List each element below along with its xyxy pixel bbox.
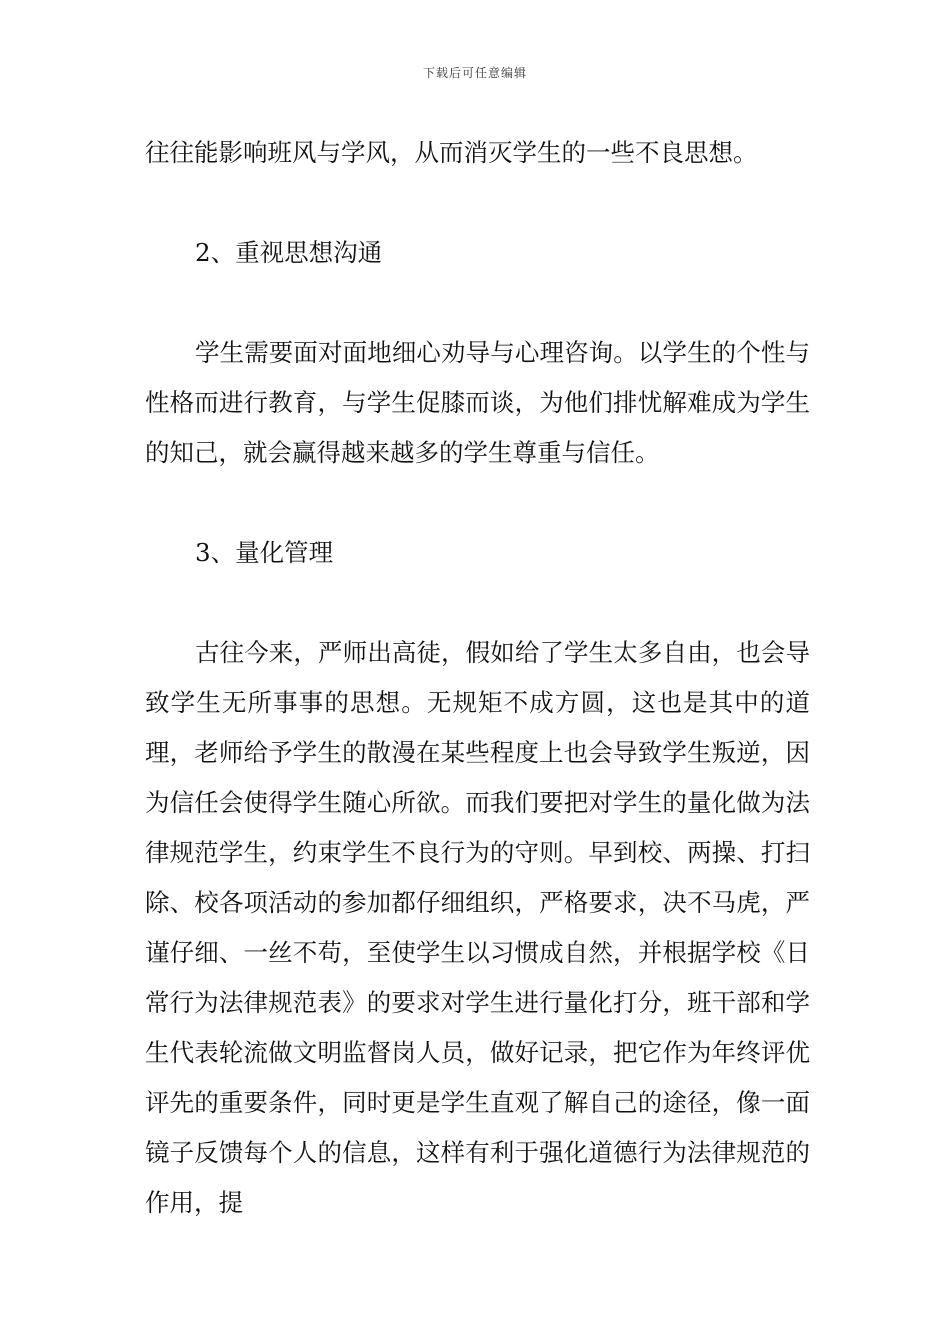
section-heading-2: 2、重视思想沟通 (195, 238, 383, 267)
section-heading-3: 3、量化管理 (195, 538, 334, 567)
page-header: 下载后可任意编辑 (422, 66, 527, 80)
paragraph-communication: 学生需要面对面地细心劝导与心理咨询。以学生的个性与性格而进行教育，与学生促膝而谈，为他们排忧解难成为学生的知己，就会赢得越来越多的学生尊重与信任。 (145, 338, 810, 467)
document-body (145, 128, 810, 1228)
paragraph-continuation: 往往能影响班风与学风，从而消灭学生的一些不良思想。 (145, 138, 758, 167)
paragraph-quantified-management: 古往今来，严师出高徒，假如给了学生太多自由，也会导致学生无所事事的思想。无规矩不成方圆，这也是其中的道理，老师给予学生的散漫在某些程度上也会导致学生叛逆，因为信任会使得学生随心所欲。而我们要把对学生的量化做为法律规范学生，约束学生不良行为的守则。早到校、两操、打扫除、校各项活动的参加都仔细组织，严格要求，决不马虎，严谨仔细、一丝不苟，至使学生以习惯成自然，并根据学校《日常行为法律规范表》的要求对学生进行量化打分，班干部和学生代表轮流做文明监督岗人员，做好记录，把它作为年终评优评先的重要条件，同时更是学生直观了解自己的途径，像一面镜子反馈每个人的信息，这样有利于强化道德行为法律规范的作用，提 (145, 638, 810, 1217)
